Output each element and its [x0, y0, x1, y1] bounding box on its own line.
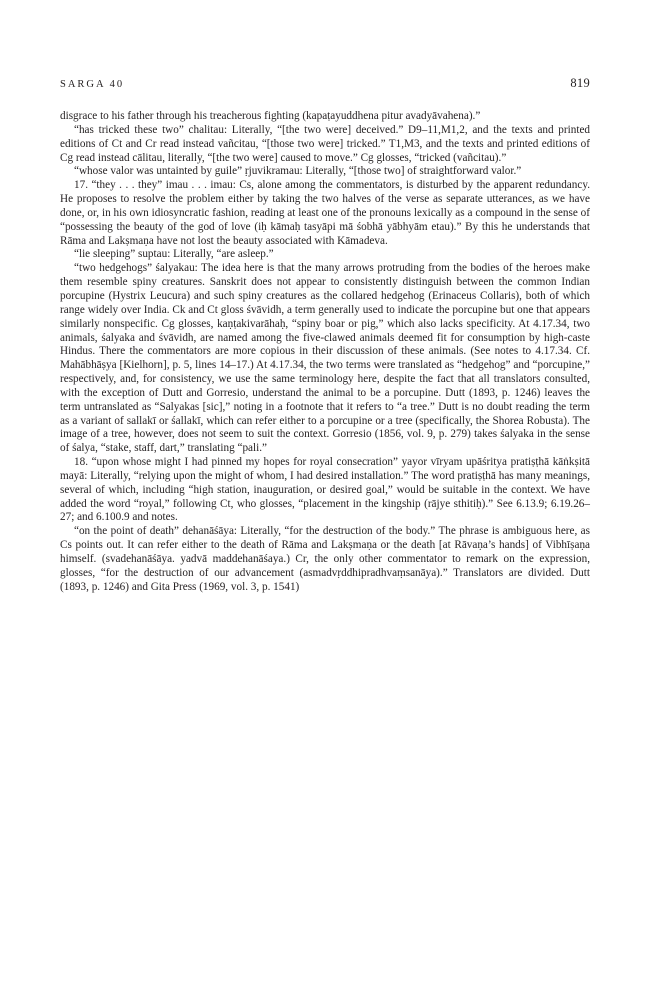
note-paragraph: “lie sleeping” suptau: Literally, “are asleep.” — [74, 248, 274, 261]
notes-body — [60, 110, 590, 595]
page-header — [60, 76, 590, 91]
note-paragraph: “whose valor was untainted by guile” ṛjuvikramau: Literally, “[those two] of straightforward valor.” — [74, 165, 522, 178]
note-paragraph: disgrace to his father through his treacherous fighting (kapaṭayuddhena pitur avadyāvahena).” — [60, 110, 481, 122]
note-paragraph: “has tricked these two” chalitau: Literally, “[the two were] deceived.” D9–11,M1,2, and the texts and printed editions of Ct and Cr read instead vañcitau, “[those two were] tricked.” T1,M3, and the texts and printed editions of Cg read instead cālitau, literally, “[the two were] caused to move.” Cg glosses, “tricked (vañcitau).” — [60, 123, 590, 164]
note-paragraph: 17. “they . . . they” imau . . . imau: Cs, alone among the commentators, is disturbed by the apparent redundancy. He proposes to resolve the problem either by taking the two halves of the verse as separate utterances, as we have done, or, in his own idiosyncratic fashion, reading at least one of the pronouns lexically as a compound in the sense of “possessing the beauty of the god of love (iḥ kāmaḥ tasyāpi mā śobhā yābhyām etau).” By this he understands that Rāma and Lakṣmaṇa have not lost the beauty associated with Kāmadeva. — [60, 179, 590, 247]
page-number: 819 — [570, 76, 590, 90]
note-paragraph: “on the point of death” dehanāśāya: Literally, “for the destruction of the body.” The phrase is ambiguous here, as Cs points out. It can refer either to the death of Rāma and Lakṣmaṇa or the death [at Rāvaṇa’s hands] of Vibhīṣaṇa himself. (svadehanāśāya. yadvā maddehanāśaya.) Cr, the only other commentator to remark on the expression, glosses, “for the destruction of our advancement (asmadvṛddhipradhvaṃsanāya).” Translators are divided. Dutt (1893, p. 1246) and Gita Press (1969, vol. 3, p. 1541) — [60, 525, 590, 593]
note-paragraph: 18. “upon whose might I had pinned my hopes for royal consecration” yayor vīryam upāśritya pratiṣṭhā kāṅkṣitā mayā: Literally, “relying upon the might of whom, I had desired installation.” The word pratiṣṭhā has many meanings, several of which, including “high station, inauguration, or desired goal,” would be suitable in the context. We have added the word “royal,” following Ct, who glosses, “placement in the kingship (rājye sthitiḥ).” See 6.13.9; 6.19.26–27; and 6.100.9 and notes. — [60, 456, 590, 524]
note-paragraph: “two hedgehogs” śalyakau: The idea here is that the many arrows protruding from the bodies of the heroes make them resemble spiny creatures. Sanskrit does not appear to consistently distinguish between the common Indian porcupine (Hystrix Leucura) and such spiny creatures as the collared hedgehog (Erinaceus Collaris), both of which range widely over India. Ck and Ct gloss śvāvidh, a term generally used to indicate the porcupine but one that appears similarly nonspecific. Cg glosses, kaṇṭakivarāhaḥ, “spiny boar or pig,” which also lacks specificity. At 4.17.34, two animals, śalyaka and śvāvidh, are named among the five-clawed animals deemed fit for consumption by high-caste Hindus. There the commentators are more copious in their discussion of these animals. (See notes to 4.17.34. Cf. Mahābhāṣya [Kielhorn], p. 5, lines 14–17.) At 4.17.34, the two terms were translated as “hedgehog” and “porcupine,” respectively, and, for consistency, we use the same terminology here, despite the fact that all translators consulted, with the exception of Dutt and Gorresio, understand the animal to be a porcupine. Dutt (1893, p. 1246) leaves the term untranslated as “Salyakas [sic],” noting in a footnote that it refers to “a tree.” Dutt is no doubt reading the term as a variant of sallakī or śallakī, which can refer either to a porcupine or a tree (specifically, the Shorea Robusta). The image of a tree, however, does not seem to suit the context. Gorresio (1856, vol. 9, p. 279) takes śalyaka in the sense of śalya, “stake, staff, dart,” translating “pali.” — [60, 262, 590, 455]
running-head: SARGA 40 — [60, 79, 125, 90]
